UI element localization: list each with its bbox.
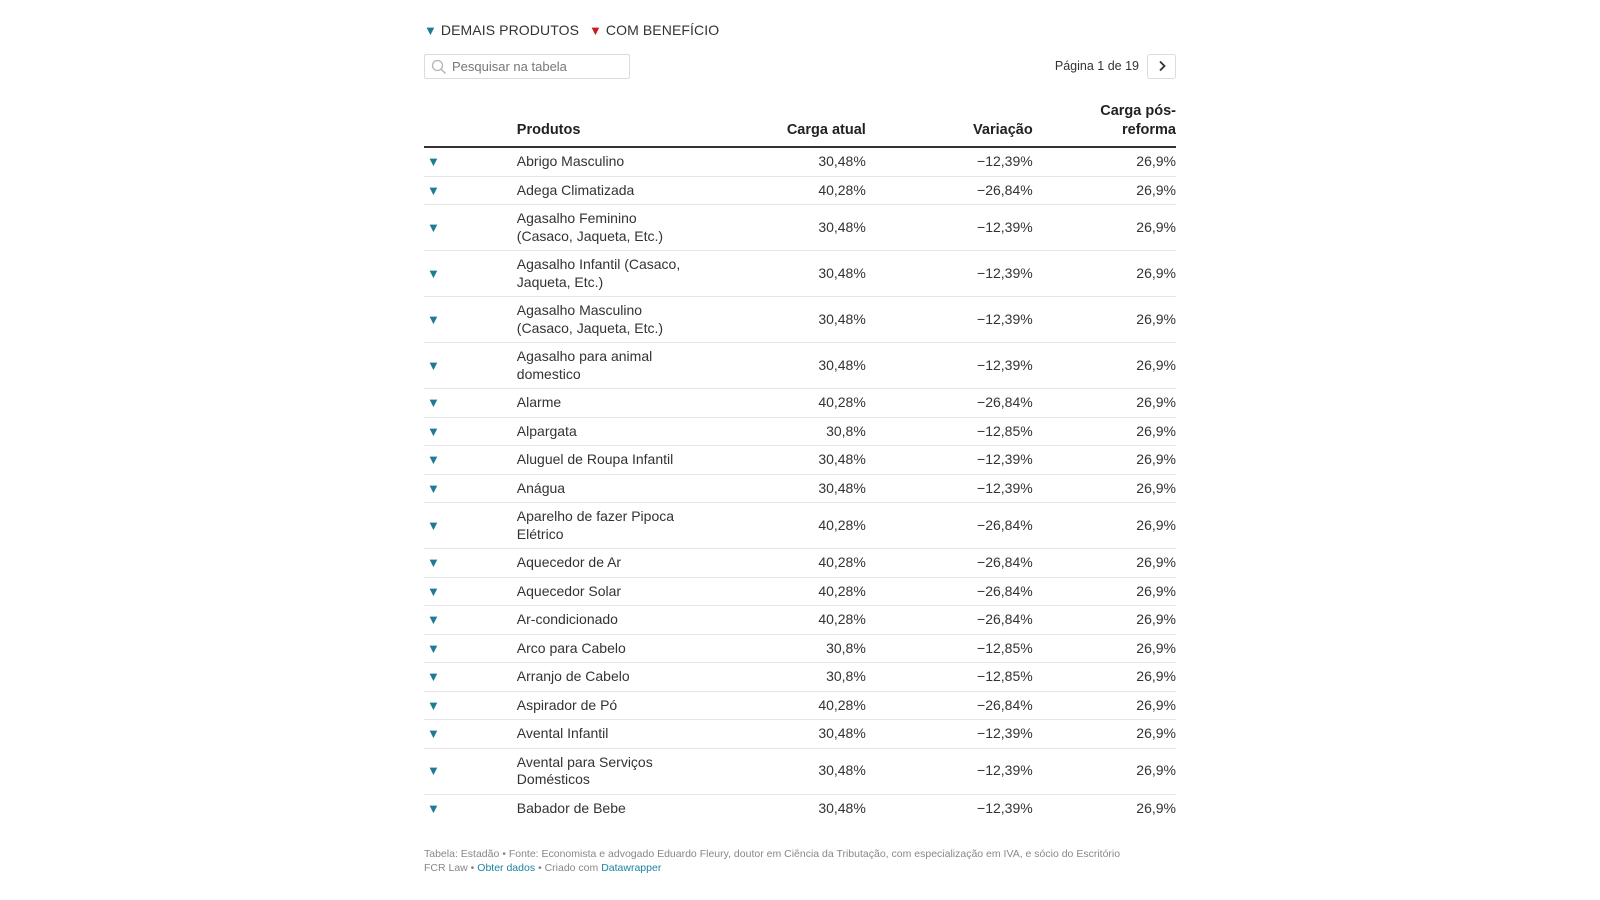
- cell-variacao: −12,39%: [866, 748, 1033, 794]
- triangle-down-icon: ▼: [427, 265, 440, 281]
- pagination: [1055, 54, 1176, 79]
- cell-variacao: −12,39%: [866, 251, 1033, 297]
- cell-produto: Anágua: [517, 474, 699, 503]
- cell-variacao: −12,39%: [866, 297, 1033, 343]
- cell-carga-atual: 30,48%: [699, 720, 866, 749]
- table-row: [424, 634, 1176, 663]
- triangle-down-icon: ▼: [427, 640, 440, 656]
- cell-carga-pos-reforma: 26,9%: [1033, 691, 1176, 720]
- header-category: [424, 102, 517, 147]
- category-cell: [424, 389, 517, 418]
- cell-carga-atual: 30,48%: [699, 474, 866, 503]
- cell-produto: Agasalho para animal domestico: [517, 343, 699, 389]
- category-cell: [424, 577, 517, 606]
- triangle-down-icon: ▼: [427, 154, 440, 169]
- category-cell: [424, 147, 517, 176]
- cell-carga-atual: 30,8%: [699, 634, 866, 663]
- category-cell: [424, 794, 517, 822]
- cell-produto: Arco para Cabelo: [517, 634, 699, 663]
- cell-carga-atual: 40,28%: [699, 606, 866, 635]
- triangle-down-icon: ▼: [427, 612, 440, 627]
- cell-produto: Babador de Bebe: [516, 799, 626, 816]
- cell-carga-atual: 40,28%: [699, 176, 866, 205]
- legend-item-demais-produtos: DEMAIS PRODUTOS: [440, 22, 580, 38]
- cell-carga-pos-reforma: 26,9%: [1033, 176, 1176, 205]
- table-row: [424, 389, 1176, 418]
- table-row: [424, 606, 1176, 635]
- table-row: [424, 720, 1176, 749]
- table-row: [424, 251, 1176, 297]
- cell-carga-atual: 40,28%: [699, 549, 866, 578]
- page-indicator: Página 1 de 19: [1054, 59, 1139, 73]
- category-cell: [424, 251, 517, 297]
- category-cell: [424, 474, 517, 503]
- header-produtos[interactable]: Produtos: [517, 102, 699, 147]
- cell-carga-atual: 40,28%: [699, 577, 866, 606]
- table-row: [424, 297, 1176, 343]
- table-row: [424, 503, 1176, 549]
- cell-carga-atual: 30,48%: [818, 799, 866, 816]
- cell-variacao: −12,39%: [866, 343, 1033, 389]
- cell-produto: Arranjo de Cabelo: [517, 663, 699, 692]
- table-row: [424, 176, 1176, 205]
- cell-produto: Aquecedor de Ar: [517, 549, 699, 578]
- cell-carga-pos-reforma: 26,9%: [1033, 720, 1176, 749]
- table-row: [424, 343, 1176, 389]
- cell-variacao: −26,84%: [866, 176, 1033, 205]
- datawrapper-link[interactable]: Datawrapper: [601, 861, 662, 874]
- cell-carga-pos-reforma: 26,9%: [1033, 343, 1176, 389]
- cell-variacao: −26,84%: [866, 389, 1033, 418]
- cell-carga-atual: 30,48%: [699, 748, 866, 794]
- cell-carga-atual: 30,48%: [699, 343, 866, 389]
- triangle-down-icon: ▼: [424, 22, 437, 38]
- triangle-down-icon: ▼: [427, 555, 440, 570]
- category-cell: [424, 446, 517, 475]
- cell-produto: Agasalho Feminino (Casaco, Jaqueta, Etc.): [517, 205, 699, 251]
- cell-variacao: −12,39%: [866, 720, 1033, 749]
- category-cell: [424, 176, 517, 205]
- category-cell: [424, 297, 517, 343]
- cell-variacao: −12,85%: [866, 663, 1033, 692]
- triangle-down-icon: ▼: [427, 452, 440, 467]
- triangle-down-icon: ▼: [427, 669, 440, 684]
- legend: [424, 18, 1176, 42]
- triangle-down-icon: ▼: [427, 726, 440, 741]
- table-row: [424, 577, 1176, 606]
- category-cell: [424, 691, 517, 720]
- footer-created-with: • Criado com: [535, 861, 602, 874]
- cell-carga-pos-reforma: 26,9%: [1033, 417, 1176, 446]
- cell-variacao: −12,39%: [977, 799, 1033, 816]
- header-carga-pos-reforma[interactable]: [1033, 102, 1176, 147]
- cell-carga-pos-reforma: 26,9%: [1033, 474, 1176, 503]
- cell-produto: Ar-condicionado: [517, 606, 699, 635]
- cell-variacao: −12,39%: [866, 446, 1033, 475]
- cell-carga-pos-reforma: 26,9%: [1033, 446, 1176, 475]
- legend-item-com-beneficio: COM BENEFÍCIO: [605, 22, 720, 38]
- cell-carga-atual: 30,48%: [699, 297, 866, 343]
- next-page-button[interactable]: [1147, 54, 1176, 79]
- category-cell: [424, 663, 517, 692]
- search-box: [424, 54, 630, 79]
- triangle-down-icon: ▼: [427, 423, 440, 439]
- cell-produto: Avental para Serviços Domésticos: [517, 748, 699, 794]
- header-carga-atual[interactable]: Carga atual: [699, 102, 866, 147]
- cell-carga-pos-reforma: 26,9%: [1033, 748, 1176, 794]
- cell-carga-atual: 30,48%: [699, 147, 866, 176]
- triangle-down-icon: ▼: [427, 583, 440, 599]
- category-cell: [424, 503, 517, 549]
- cell-carga-atual: 30,48%: [699, 446, 866, 475]
- triangle-down-icon: ▼: [427, 763, 440, 779]
- cell-variacao: −12,39%: [866, 205, 1033, 251]
- footer-source: Tabela: Estadão • Fonte: Economista e advogado Eduardo Fleury, doutor em Ciência da Tributação, com especialização em IVA, e sócio do Escritório: [424, 848, 1121, 860]
- datawrapper-table-widget: [424, 18, 1176, 875]
- products-table: [424, 102, 1176, 822]
- cell-variacao: −12,85%: [866, 634, 1033, 663]
- cell-produto: Aparelho de fazer Pipoca Elétrico: [517, 503, 699, 549]
- cell-carga-atual: 30,8%: [699, 417, 866, 446]
- triangle-down-icon: ▼: [427, 517, 440, 533]
- category-cell: [424, 549, 517, 578]
- cell-carga-pos-reforma: 26,9%: [1136, 799, 1176, 816]
- search-input[interactable]: [425, 55, 629, 78]
- table-row: [424, 748, 1176, 794]
- category-cell: [424, 343, 517, 389]
- table-row: [424, 417, 1176, 446]
- category-cell: [424, 720, 517, 749]
- triangle-down-icon: ▼: [589, 22, 602, 38]
- cell-carga-pos-reforma: 26,9%: [1033, 389, 1176, 418]
- cell-carga-atual: 30,48%: [699, 251, 866, 297]
- cell-carga-atual: 30,48%: [699, 205, 866, 251]
- cell-produto: Abrigo Masculino: [517, 147, 699, 176]
- cell-variacao: −26,84%: [866, 503, 1033, 549]
- triangle-down-icon: ▼: [427, 480, 440, 496]
- cell-variacao: −12,39%: [866, 147, 1033, 176]
- table-body: [424, 147, 1176, 822]
- cell-variacao: −12,39%: [866, 474, 1033, 503]
- cell-carga-pos-reforma: 26,9%: [1033, 634, 1176, 663]
- triangle-down-icon: ▼: [427, 800, 440, 816]
- cell-carga-atual: 30,8%: [699, 663, 866, 692]
- cell-variacao: −26,84%: [866, 577, 1033, 606]
- cell-carga-atual: 40,28%: [699, 691, 866, 720]
- cell-carga-atual: 40,28%: [699, 389, 866, 418]
- cell-carga-atual: 40,28%: [699, 503, 866, 549]
- category-cell: [424, 634, 517, 663]
- table-row: [424, 794, 1176, 822]
- get-data-link[interactable]: Obter dados: [477, 861, 536, 874]
- table-row: [424, 147, 1176, 176]
- table-row: [424, 691, 1176, 720]
- triangle-down-icon: ▼: [427, 182, 440, 198]
- cell-produto: Agasalho Infantil (Casaco, Jaqueta, Etc.): [517, 251, 699, 297]
- category-cell: [424, 748, 517, 794]
- cell-produto: Aquecedor Solar: [517, 577, 699, 606]
- triangle-down-icon: ▼: [427, 357, 440, 373]
- cell-variacao: −26,84%: [866, 691, 1033, 720]
- chevron-right-icon: [1157, 60, 1167, 72]
- cell-variacao: −12,85%: [866, 417, 1033, 446]
- cell-produto: Aluguel de Roupa Infantil: [517, 446, 699, 475]
- header-variacao[interactable]: Variação: [866, 102, 1033, 147]
- cell-produto: Aspirador de Pó: [517, 691, 699, 720]
- footer-line2: [424, 862, 1176, 876]
- category-cell: [424, 606, 517, 635]
- header-carga-pos-reforma-label: Carga pós-reforma: [1100, 103, 1176, 138]
- triangle-down-icon: ▼: [427, 311, 440, 327]
- table-row: [424, 549, 1176, 578]
- search-icon: [431, 59, 447, 75]
- cell-produto: Avental Infantil: [517, 720, 699, 749]
- cell-variacao: −26,84%: [866, 606, 1033, 635]
- category-cell: [424, 417, 517, 446]
- cell-carga-pos-reforma: 26,9%: [1033, 549, 1176, 578]
- table-header-row: [424, 102, 1176, 147]
- cell-carga-pos-reforma: 26,9%: [1033, 663, 1176, 692]
- footer-credit: FCR Law •: [424, 861, 478, 874]
- cell-produto: Alarme: [517, 389, 699, 418]
- cell-carga-pos-reforma: 26,9%: [1033, 147, 1176, 176]
- table-toolbar: [424, 52, 1176, 80]
- triangle-down-icon: ▼: [427, 395, 440, 410]
- cell-carga-pos-reforma: 26,9%: [1033, 205, 1176, 251]
- cell-carga-pos-reforma: 26,9%: [1033, 251, 1176, 297]
- triangle-down-icon: ▼: [427, 697, 440, 713]
- cell-produto: Agasalho Masculino (Casaco, Jaqueta, Etc.): [517, 297, 699, 343]
- table-row: [424, 474, 1176, 503]
- table-row: [424, 205, 1176, 251]
- cell-carga-pos-reforma: 26,9%: [1033, 577, 1176, 606]
- table-footer: [424, 848, 1176, 875]
- triangle-down-icon: ▼: [427, 219, 440, 235]
- cell-produto: Adega Climatizada: [517, 176, 699, 205]
- cell-carga-pos-reforma: 26,9%: [1033, 503, 1176, 549]
- table-row: [424, 446, 1176, 475]
- table-row: [424, 663, 1176, 692]
- cell-variacao: −26,84%: [866, 549, 1033, 578]
- cell-carga-pos-reforma: 26,9%: [1033, 297, 1176, 343]
- cell-produto: Alpargata: [517, 417, 699, 446]
- cell-carga-pos-reforma: 26,9%: [1033, 606, 1176, 635]
- category-cell: [424, 205, 517, 251]
